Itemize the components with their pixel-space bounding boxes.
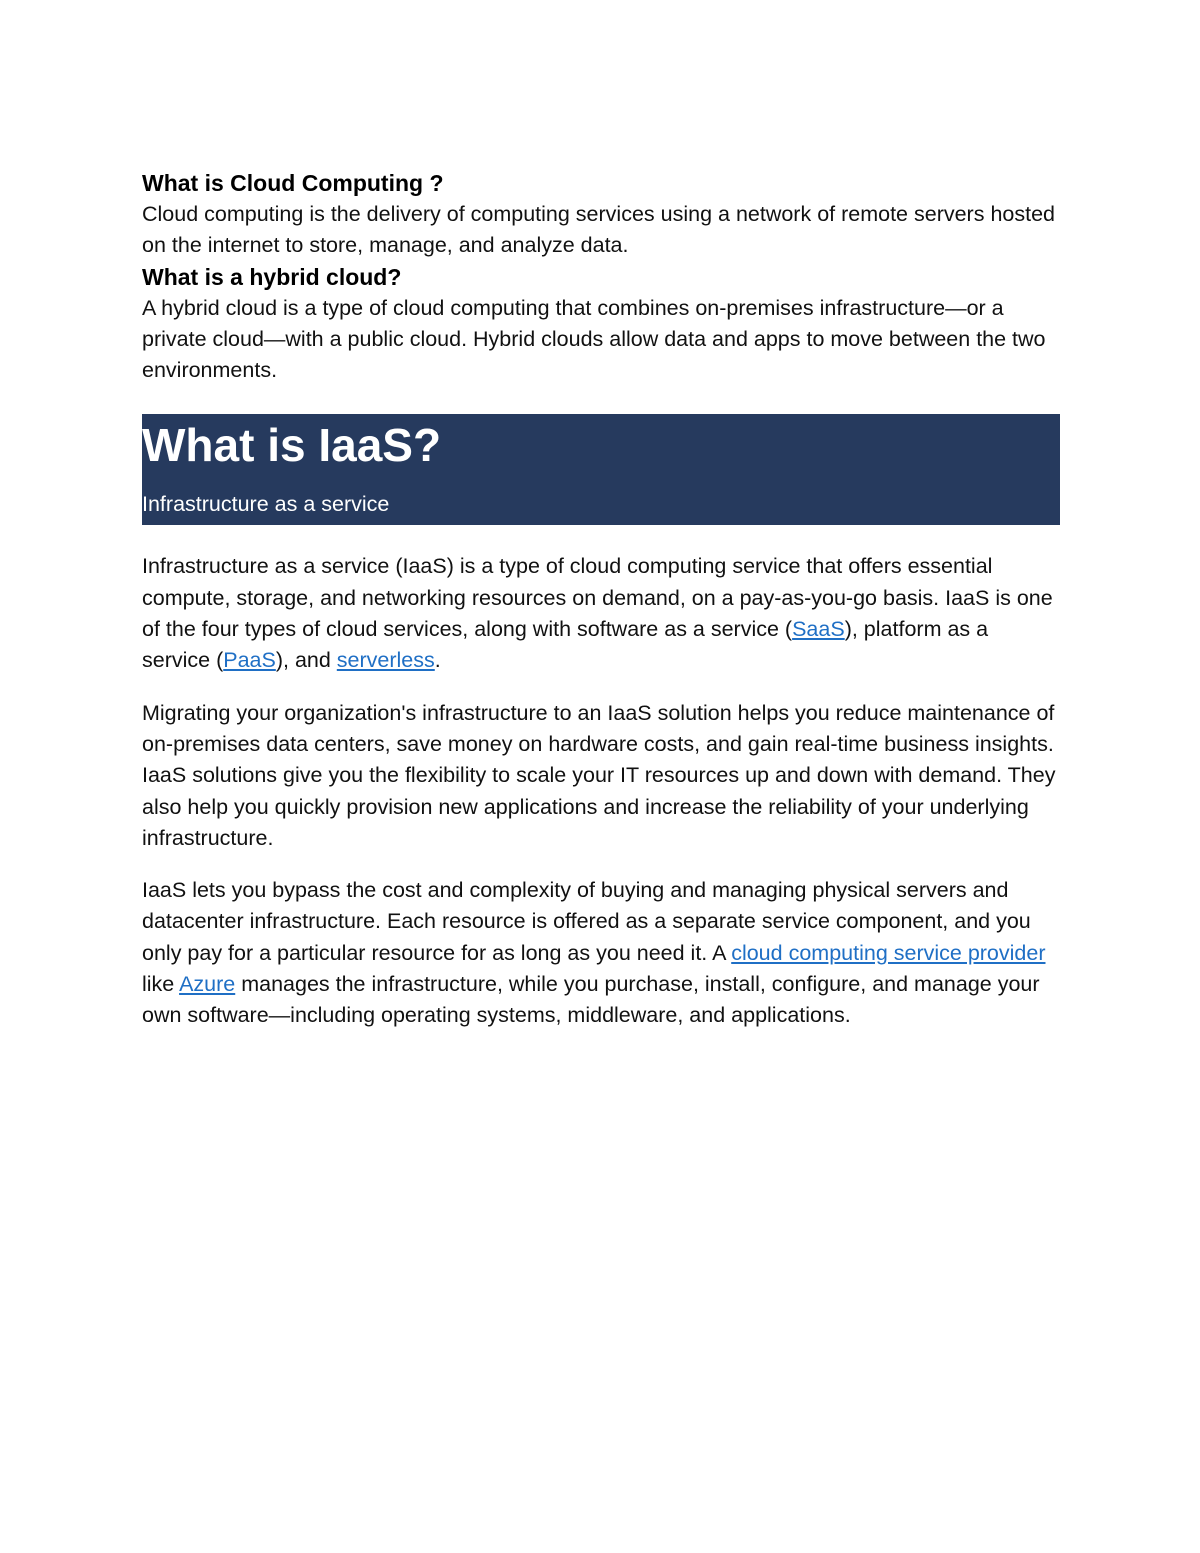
serverless-link[interactable]: serverless bbox=[336, 648, 435, 673]
iaas-paragraph-cost bbox=[142, 875, 1060, 1031]
hybrid-cloud-definition: A hybrid cloud is a type of cloud computing that combines on-premises infrastructure—or a private cloud—with a public cloud. Hybrid clouds allow data and apps to move between the two environments. bbox=[142, 295, 1046, 383]
iaas-p1-text: Infrastructure as a service (IaaS) is a type of cloud computing service that offers essential compute, storage, and networking resources on demand, on a pay-as-you-go basis. IaaS is one of the four types of cloud services, along with software as a service ( bbox=[142, 554, 1053, 642]
iaas-banner-title: What is IaaS? bbox=[142, 419, 442, 472]
azure-link[interactable]: Azure bbox=[179, 972, 236, 997]
iaas-p3-text: like bbox=[142, 972, 180, 997]
paas-link[interactable]: PaaS bbox=[223, 648, 276, 673]
iaas-p1-text: . bbox=[434, 648, 441, 673]
iaas-banner bbox=[142, 414, 1060, 525]
cloud-provider-link[interactable]: cloud computing service provider bbox=[731, 940, 1046, 965]
iaas-paragraph-migration: Migrating your organization's infrastructure to an IaaS solution helps you reduce maintenance of on-premises data centers, save money on hardware costs, and gain real-time business insights. IaaS solutions give you the flexibility to scale your IT resources up and down with demand. They also help you quickly provision new applications and increase the reliability of your underlying infrastructure. bbox=[142, 700, 1056, 850]
iaas-p3-text: manages the infrastructure, while you purchase, install, configure, and manage your own software—including operating systems, middleware, and applications. bbox=[142, 972, 1040, 1028]
iaas-paragraph-definition bbox=[142, 551, 1060, 676]
cloud-computing-heading: What is Cloud Computing ? bbox=[142, 170, 444, 196]
document-page bbox=[142, 168, 1060, 1032]
iaas-p3-text: IaaS lets you bypass the cost and complexity of buying and managing physical servers and datacenter infrastructure. Each resource is offered as a separate service component, and you only pay for a particular resource for as long as you need it. A bbox=[142, 878, 1031, 965]
hybrid-cloud-heading: What is a hybrid cloud? bbox=[142, 263, 402, 290]
iaas-p1-text: ), platform as a service ( bbox=[142, 617, 989, 673]
cloud-computing-definition: Cloud computing is the delivery of computing services using a network of remote servers hosted on the internet to store, manage, and analyze data. bbox=[142, 202, 1055, 258]
saas-link[interactable]: SaaS bbox=[792, 617, 845, 642]
iaas-p1-text: ), and bbox=[275, 648, 337, 673]
iaas-banner-subtitle: Infrastructure as a service bbox=[142, 492, 390, 517]
